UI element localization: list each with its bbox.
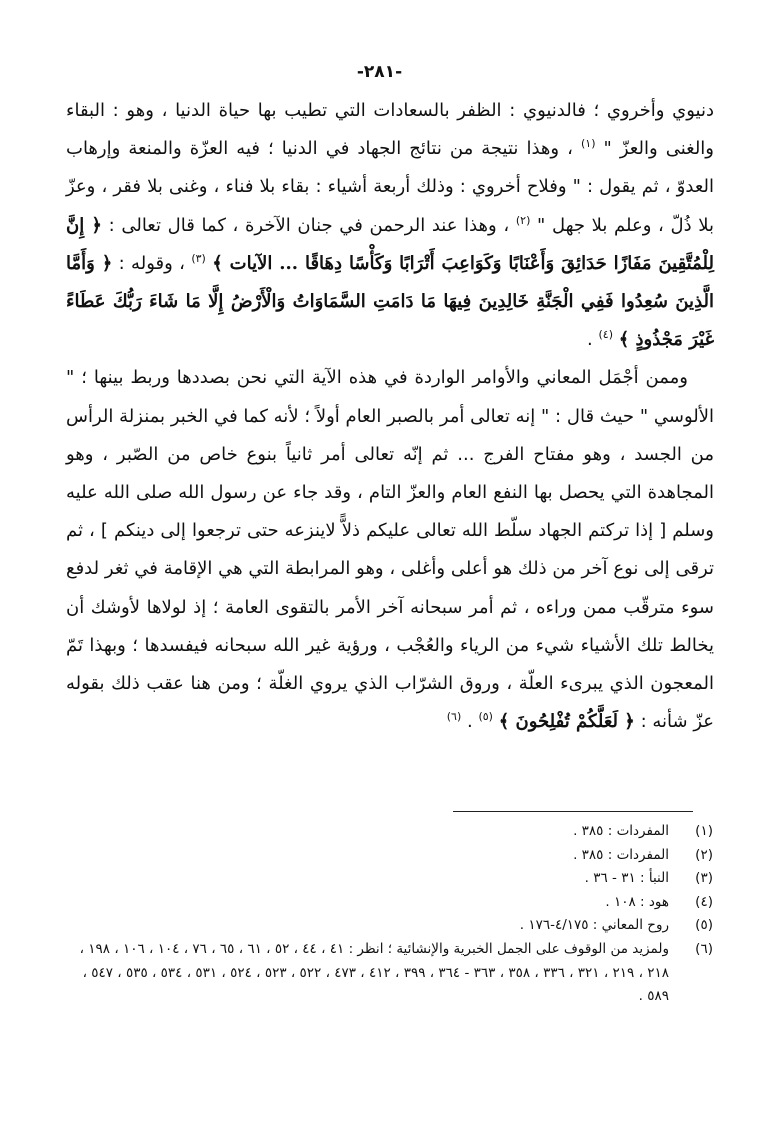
text-run: وممن أجْمَل المعاني والأوامر الواردة في هذه الآية التي نحن بصددها وربط بينها ؛ " الألوسي " حيث قال : " إنه تعالى أمر بالصبر العام أولاً ؛ لأنه كما في الخبر بمنزلة الرأس من الجسد ، وهو مفتاح الفرج ... ثم إنّه تعالى أمر ثانياً بنوع خاص من الصّبر ، وهو المجاهدة التي يحصل بها النفع العام والعزّ التام ، وقد جاء عن رسول الله صلى الله عليه وسلم [ إذا تركتم الجهاد سلّط الله تعالى عليكم ذلاًّ لاينزعه حتى ترجعوا إلى دينكم ] ، ثم ترقى إلى نوع آخر من ذلك هو أعلى وأغلى ، وهو المرابطة التي هي الإقامة في ثغر لدفع سوء مترقّب ممن وراءه ، ثم أمر سبحانه آخر الأمر بالتقوى العامة ؛ إذ لولاها لأوشك أن يخالط تلك الأشياء شيء من الرياء والعُجْب ، ورؤية غير الله سبحانه فيفسدها ؛ وبهذا تَمّ المعجون الذي يبرىء العلّة ، وروق الشرّاب الذي يروي الغلّة ؛ ومن هنا عقب ذلك بقوله عزّ شأنه : xyxy=(66,367,714,733)
footnote-text: المفردات : ٣٨٥ . xyxy=(573,823,669,839)
footnote-text: هود : ١٠٨ . xyxy=(605,893,669,910)
footnote-ref-2[interactable]: (٢) xyxy=(515,213,531,227)
footnote-text: ولمزيد من الوقوف على الجمل الخبرية والإنشائية ؛ انظر : ٤١ ، ٤٤ ، ٥٢ ، ٦١ ، ٦٥ ، ٧٦ ، ١٠٤ ، ١٠٦ ، ١٩٨ ، ٢١٨ ، ٢١٩ ، ٣٢١ ، ٣٣٦ ، ٣٥٨ ، ٣٦٣ - ٣٦٤ ، ٣٩٩ ، ٤١٢ ، ٤٧٣ ، ٥٢٢ ، ٥٢٣ ، ٥٢٤ ، ٥٣١ ، ٥٣٤ ، ٥٣٥ ، ٥٤٧ ، ٥٨٩ . xyxy=(79,940,669,1005)
text-run: . xyxy=(587,329,593,351)
quran-verse: ﴿ وَأَمَّا الَّذِينَ سُعِدُوا فَفِي الْجَنَّةِ خَالِدِينَ فِيهَا مَا دَامَتِ السَّمَاوَاتُ وَالْأَرْضُ إِلَّا مَا شَاءَ رَبُّكَ عَطَاءً غَيْرَ مَجْذُوذٍ ﴾ xyxy=(66,252,714,351)
footnote-ref-5[interactable]: (٥) xyxy=(478,710,493,724)
text-run: ، وهذا عند الرحمن في جنان الآخرة ، كما قال تعالى : xyxy=(108,214,510,236)
footnote-number: (٦) xyxy=(695,940,713,957)
footnote xyxy=(60,914,713,938)
footnote-divider xyxy=(453,811,693,812)
quran-verse: ﴿ لَعَلَّكُمْ تُفْلِحُونَ ﴾ xyxy=(498,711,635,733)
footnote-ref-3[interactable]: (٣) xyxy=(191,251,206,265)
footnote xyxy=(60,820,713,844)
footnote xyxy=(60,867,713,891)
footnote-number: (١) xyxy=(695,823,713,839)
text-run: ، وقوله : xyxy=(118,252,185,274)
footnote-number: (٣) xyxy=(695,870,713,887)
footnote-text: المفردات : ٣٨٥ . xyxy=(573,846,669,863)
footnote-text: النبأ : ٣١ - ٣٦ . xyxy=(584,870,669,887)
footnote-text: روح المعاني : ٤/١٧٥-١٧٦ . xyxy=(519,917,669,934)
footnote xyxy=(60,844,713,868)
footnotes xyxy=(60,820,713,1009)
footnote-ref-6[interactable]: (٦) xyxy=(446,710,462,724)
footnote-ref-4[interactable]: (٤) xyxy=(598,328,613,342)
footnote-number: (٥) xyxy=(695,917,713,934)
paragraph-2 xyxy=(66,359,714,741)
text-run: دنيوي وأخروي ؛ فالدنيوي : الظفر بالسعادات التي تطيب بها حياة الدنيا ، وهو : البقاء والغنى والعزّ " xyxy=(66,100,714,160)
main-text xyxy=(66,92,714,741)
paragraph-1 xyxy=(66,92,714,359)
text-run: ، وهذا نتيجة من نتائج الجهاد في الدنيا ؛ فيه العزّة والمنعة وإرهاب العدوّ ، ثم يقول : " وفلاح أخروي : وذلك أربعة أشياء : بقاء بلا فناء ، وغنى بلا فقر ، وعزّ بلا ذُلّ ، وعلم بلا جهل " xyxy=(66,138,714,236)
page-number: -٢٨١- xyxy=(356,62,403,82)
footnote-ref-1[interactable]: (١) xyxy=(580,137,596,151)
footnote-number: (٤) xyxy=(695,893,713,910)
footnote xyxy=(60,891,713,915)
footnote-number: (٢) xyxy=(695,846,713,863)
text-run: . xyxy=(466,711,473,733)
quran-verse: ﴿ إِنَّ لِلْمُتَّقِينَ مَفَازًا حَدَائِقَ وَأَعْنَابًا وَكَوَاعِبَ أَتْرَابًا وَكَأْسًا دِهَاقًا ... الآيات ﴾ xyxy=(66,214,714,274)
footnote xyxy=(60,938,713,1009)
